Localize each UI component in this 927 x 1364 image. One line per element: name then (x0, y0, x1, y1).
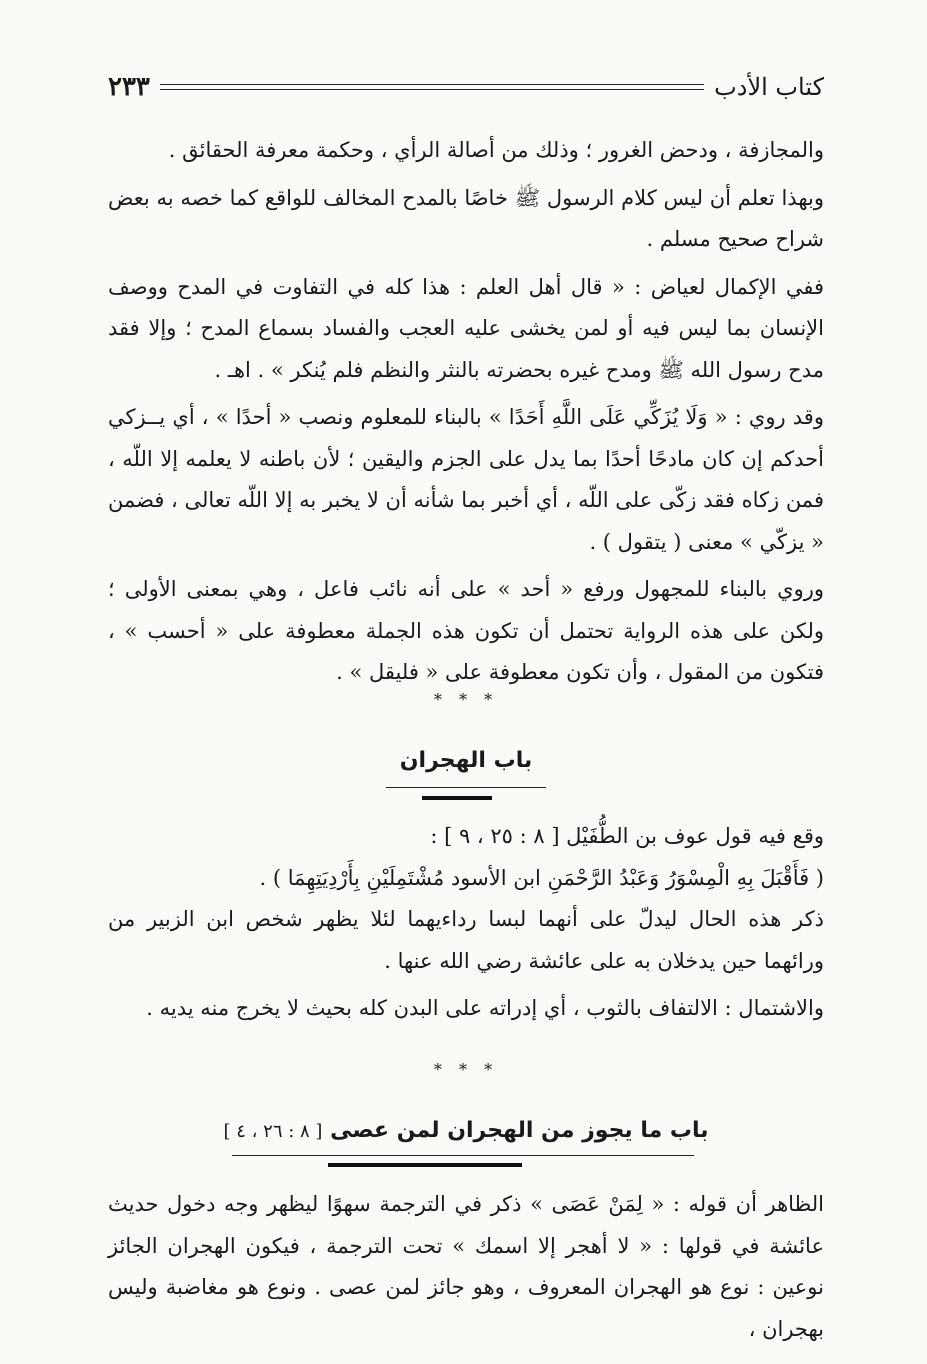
heading-underline (232, 1155, 694, 1156)
page-header (108, 70, 824, 104)
section-heading-reference: [ ٨ : ٢٦ ، ٤ ] (223, 1121, 323, 1142)
quote-paragraph: ( فَأَقْبَلَ بِهِ الْمِسْوَرُ وَعَبْدُ الرَّحْمَنِ ابن الأسود مُشْتَمِلَيْنِ بِأَرْدِيَتِهِمَا ) . (259, 865, 824, 890)
paragraph: وقد روي : « وَلَا يُزَكِّي عَلَى اللَّهِ أَحَدًا » بالبناء للمعلوم ونصب « أحدًا » ، أي يــزكي أحدكم إن كان مادحًا أحدًا بما يدل على الجزم واليقين ؛ لأن باطنه لا يعلمه إلا اللّه ، فمن زكاه فقد زكّى على اللّه ، أي أخبر بما شأنه أن لا يخبر به إلا اللّه تعالى ، فضمن « يزكّي » معنى ( يتقول ) . (108, 405, 824, 554)
section-separator: * * * (433, 1060, 499, 1079)
heading-underline (386, 787, 546, 788)
book-title: كتاب الأدب (714, 73, 824, 101)
paragraph: وقع فيه قول عوف بن الطُّفَيْل [ ٨ : ٢٥ ، ٩ ] : (430, 824, 824, 848)
intro-text-block (108, 130, 824, 694)
header-rule (160, 84, 704, 90)
permitted-text-block (108, 1184, 824, 1350)
section-separator: * * * (433, 690, 499, 709)
paragraph: وبهذا تعلم أن ليس كلام الرسول ﷺ خاصًا بالمدح المخالف للواقع كما خصه به بعض شراح صحيح مسلم . (108, 185, 824, 251)
paragraph: والمجازفة ، ودحض الغرور ؛ وذلك من أصالة الرأي ، وحكمة معرفة الحقائق . (168, 138, 824, 162)
hijran-text-block (108, 816, 824, 1030)
heading-underline-bold (422, 796, 492, 800)
paragraph: وروي بالبناء للمجهول ورفع « أحد » على أنه نائب فاعل ، وهي بمعنى الأولى ؛ ولكن على هذه الرواية تحتمل أن تكون هذه الجملة معطوفة على « أحسب » ، فتكون من المقول ، وأن تكون معطوفة على « فليقل » . (108, 577, 824, 684)
page-number: ٢٣٣ (108, 72, 150, 102)
paragraph: ففي الإكمال لعياض : « قال أهل العلم : هذا كله في التفاوت في المدح ووصف الإنسان بما ليس فيه أو لمن يخشى عليه العجب والفساد بسماع المدح ؛ وإلا فقد مدح رسول الله ﷺ ومدح غيره بحضرته بالنثر والنظم فلم يُنكر » . اهـ . (108, 274, 824, 382)
paragraph: الظاهر أن قوله : « لِمَنْ عَصَى » ذكر في الترجمة سهوًا ليظهر وجه دخول حديث عائشة في قولها : « لا أهجر إلا اسمك » تحت الترجمة ، فيكون الهجران الجائز نوعين : نوع هو الهجران المعروف ، وهو جائز لمن عصى . ونوع هو مغاضبة وليس بهجران ، (108, 1192, 824, 1341)
heading-underline-bold (328, 1163, 522, 1167)
section-heading-title: باب ما يجوز من الهجران لمن عصى (330, 1118, 709, 1143)
section-heading-permitted (108, 1118, 824, 1143)
paragraph: ذكر هذه الحال ليدلّ على أنهما لبسا رداءيهما لئلا يظهر شخص ابن الزبير من ورائهما حين يدخلان به على عائشة رضي الله عنها . (108, 907, 824, 973)
paragraph: والاشتمال : الالتفاف بالثوب ، أي إدراته على البدن كله بحيث لا يخرج منه يديه . (146, 996, 824, 1020)
section-heading-hijran: باب الهجران (399, 748, 533, 773)
